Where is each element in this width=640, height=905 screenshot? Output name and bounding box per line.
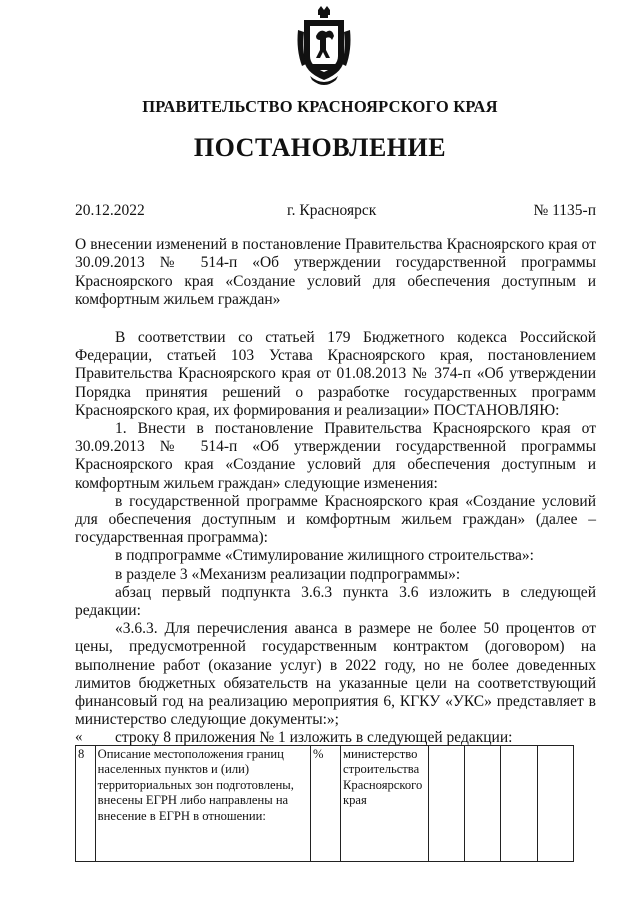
opening-quote-mark: « (75, 729, 83, 745)
annex-table (75, 745, 574, 862)
document-subject: О внесении изменений в постановление Правительства Красноярского края от 30.09.2013 № 514-п «Об утверждении государственной программы Красноярского края «Создание условий для обеспечения доступным и комфортным жильем граждан» (75, 236, 596, 309)
body-paragraph: в подпрограмме «Стимулирование жилищного строительства»: (115, 547, 534, 565)
document-number: № 1135-п (533, 202, 596, 219)
unit-cell: % (311, 746, 341, 862)
empty-value-cell (537, 746, 573, 862)
document-city: г. Красноярск (287, 202, 377, 219)
body-paragraph: абзац первый подпункта 3.6.3 пункта 3.6 изложить в следующей редакции: (75, 583, 596, 620)
indicator-description-cell: Описание местоположения границ населенных пунктов и (или) территориальных зон подготовлены, внесены ЕГРН либо направлены на внесение в ЕГРН в отношении: (95, 746, 310, 862)
document-date: 20.12.2022 (75, 202, 145, 219)
responsible-cell: министерство строительства Красноярского края (341, 746, 429, 862)
coat-of-arms-icon (296, 6, 352, 88)
document-body (75, 329, 596, 748)
body-paragraph: строку 8 приложения № 1 изложить в следующей редакции: (115, 729, 513, 747)
table-row (76, 746, 574, 862)
body-paragraph: 1. Внести в постановление Правительства Красноярского края от 30.09.2013 № 514-п «Об утверждении государственной программы Красноярского края «Создание условий для обеспечения доступным и комфортным жильем граждан» следующие изменения: (75, 420, 596, 492)
body-paragraph: «3.6.3. Для перечисления аванса в размере не более 50 процентов от цены, предусмотренной государственным контрактом (договором) на выполнение работ (оказание услуг) в 2022 году, но не более доведенных лимитов бюджетных обязательств на указанные цели на соответствующий финансовый год на реализацию мероприятия 6, КГКУ «УКС» представляет в министерство следующие документы:»; (75, 620, 596, 729)
government-name: ПРАВИТЕЛЬСТВО КРАСНОЯРСКОГО КРАЯ (142, 97, 498, 116)
empty-value-cell (429, 746, 465, 862)
body-paragraph: в государственной программе Красноярского края «Создание условий для обеспечения доступным и комфортным жильем граждан» (далее – государственная программа): (75, 492, 596, 547)
row-number-cell: 8 (76, 746, 96, 862)
body-paragraph: В соответствии со статьей 179 Бюджетного кодекса Российской Федерации, статьей 103 Устава Красноярского края, постановлением Правительства Красноярского края от 01.08.2013 № 374-п «Об утверждении Порядка принятия решений о разработке государственных программ Красноярского края, их формирования и реализации» ПОСТАНОВЛЯЮ: (75, 329, 596, 419)
empty-value-cell (465, 746, 501, 862)
body-paragraph: в разделе 3 «Механизм реализации подпрограммы»: (115, 565, 461, 583)
document-type-title: ПОСТАНОВЛЕНИЕ (193, 133, 447, 162)
empty-value-cell (501, 746, 537, 862)
